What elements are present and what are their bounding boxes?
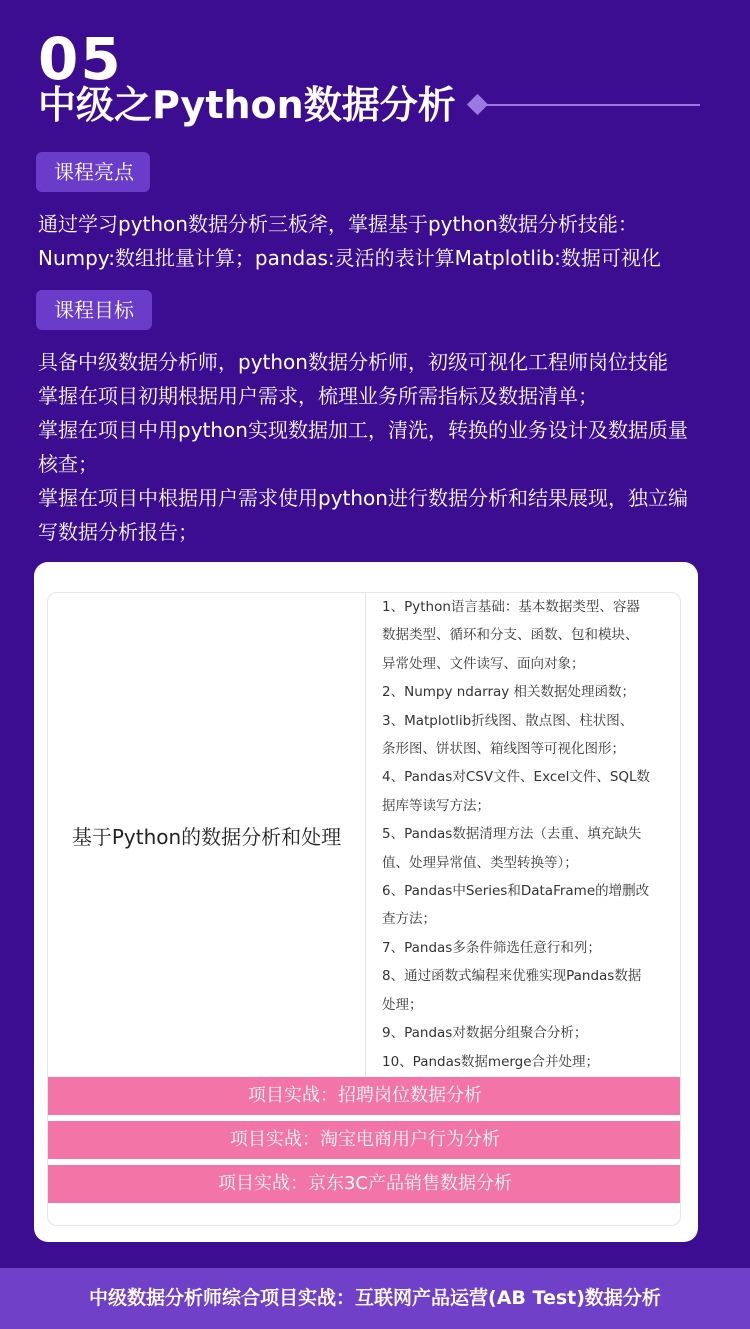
title-divider <box>478 104 700 106</box>
project-bar-jd: 项目实战：京东3C产品销售数据分析 <box>48 1165 681 1203</box>
topic-line: 异常处理、文件读写、面向对象； <box>382 655 585 672</box>
topic-list <box>382 593 678 1076</box>
goals-label: 课程目标 <box>36 290 152 330</box>
topic-line: 数据类型、循环和分支、函数、包和模块、 <box>382 627 639 644</box>
project-bar-recruiting: 项目实战：招聘岗位数据分析 <box>48 1077 681 1115</box>
topic-line: 3、Matplotlib折线图、散点图、柱状图、 <box>382 712 634 729</box>
curriculum-card <box>34 562 698 1242</box>
topic-line: 处理； <box>382 996 423 1013</box>
footer-banner: 中级数据分析师综合项目实战：互联网产品运营(AB Test)数据分析 <box>0 1268 750 1329</box>
topic-line: 6、Pandas中Series和DataFrame的增删改 <box>382 883 650 900</box>
goals-line: 掌握在项目中根据用户需求使用python进行数据分析和结果展现，独立编 <box>38 486 688 510</box>
curriculum-table <box>47 592 681 1226</box>
topic-line: 2、Numpy ndarray 相关数据处理函数； <box>382 684 636 701</box>
goals-line: 写数据分析报告； <box>38 520 198 544</box>
topic-line: 8、通过函数式编程来优雅实现Pandas数据 <box>382 968 642 985</box>
goals-line: 具备中级数据分析师，python数据分析师，初级可视化工程师岗位技能 <box>38 350 668 374</box>
goals-line: 掌握在项目中用python实现数据加工，清洗，转换的业务设计及数据质量 <box>38 418 688 442</box>
highlights-line: Numpy:数组批量计算；pandas:灵活的表计算Matplotlib:数据可视化 <box>38 246 661 270</box>
topic-line: 查方法； <box>382 911 436 928</box>
goals-text <box>38 345 718 549</box>
topic-line: 10、Pandas数据merge合并处理； <box>382 1053 600 1070</box>
highlights-label: 课程亮点 <box>36 152 150 192</box>
project-bar-taobao: 项目实战：淘宝电商用户行为分析 <box>48 1121 681 1159</box>
goals-line: 核查； <box>38 452 98 476</box>
topic-line: 4、Pandas对CSV文件、Excel文件、SQL数 <box>382 769 651 786</box>
topic-line: 7、Pandas多条件筛选任意行和列； <box>382 939 601 956</box>
topic-line: 9、Pandas对数据分组聚合分析； <box>382 1025 588 1042</box>
goals-line: 掌握在项目初期根据用户需求，梳理业务所需指标及数据清单； <box>38 384 598 408</box>
topic-line: 值、处理异常值、类型转换等）； <box>382 854 578 871</box>
topic-line: 条形图、饼状图、箱线图等可视化图形； <box>382 741 625 758</box>
topic-line: 1、Python语言基础：基本数据类型、容器 <box>382 599 640 615</box>
topic-line: 据库等读写方法； <box>382 797 490 814</box>
page-title: 中级之Python数据分析 <box>38 83 456 127</box>
section-number: 05 <box>38 25 123 93</box>
highlights-line: 通过学习python数据分析三板斧，掌握基于python数据分析技能： <box>38 212 638 236</box>
diamond-icon <box>467 94 488 115</box>
topic-line: 5、Pandas数据清理方法（去重、填充缺失 <box>382 826 642 843</box>
highlights-text <box>38 207 718 275</box>
module-title: 基于Python的数据分析和处理 <box>48 593 366 1077</box>
